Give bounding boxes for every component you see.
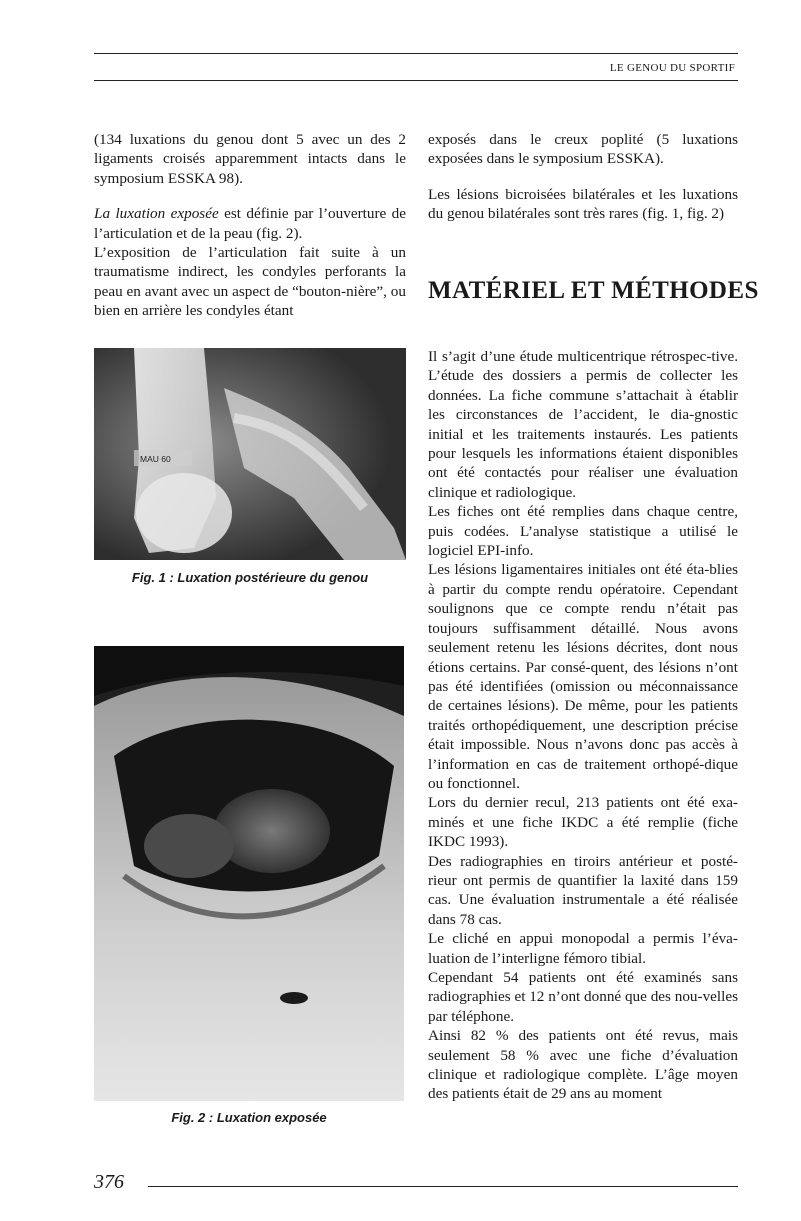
right-paragraph-2: Les lésions bicroisées bilatérales et les luxations du genou bilatérales sont très rares (fig. 1, fig. 2) [428, 185, 738, 223]
right-column-top [428, 130, 738, 224]
figure-1-caption: Fig. 1 : Luxation postérieure du genou [131, 570, 369, 585]
body-paragraph-7: Cependant 54 patients ont été examinés sans radiographies et 12 n’ont donné que des nou-velles par téléphone. [428, 969, 738, 1025]
left-paragraph-2-rest: est définie par l’ouverture de l’articulation et de la peau (fig. 2). [94, 205, 406, 242]
term-luxation-exposee: La luxation exposée [94, 205, 219, 223]
xray-label: MAU 60 [140, 454, 171, 464]
left-column [94, 130, 406, 321]
body-paragraph-8: Ainsi 82 % des patients ont été revus, mais seulement 58 % avec une fiche d’évaluation clinique et radiologique complète. L’âge moyen des patients était de 29 ans au moment [428, 1027, 738, 1103]
figure-2-photo [94, 646, 404, 1101]
body-paragraph-3: Les lésions ligamentaires initiales ont été éta-blies à partir du compte rendu opératoire. Cependant soulignons que ce compte rendu n’était pas toujours suffisamment détaillé. Nous avons seulement retenu les lésions décrites, dont nous étions certains. Par consé-quent, des lésions n’ont pas été identifiées (omission ou méconnaissance de certaines lésions). De même, pour les patients traités orthopédiquement, une description précise était impossible. Nous n’avons donc pas accès à l’information en cas de traitement orthopé-dique ou fonctionnel. [428, 561, 738, 792]
running-head: LE GENOU DU SPORTIF [609, 62, 735, 74]
section-title: MATÉRIEL ET MÉTHODES [428, 277, 759, 304]
figure-2-caption: Fig. 2 : Luxation exposée [171, 1110, 327, 1125]
right-paragraph-1: exposés dans le creux poplité (5 luxations exposées dans le symposium ESSKA). [428, 131, 738, 168]
left-paragraph-1: (134 luxations du genou dont 5 avec un des 2 ligaments croisés apparemment intacts dans le symposium ESSKA 98). [94, 131, 406, 187]
figure-1-xray [94, 348, 406, 560]
header-rule-bottom [94, 80, 738, 81]
body-paragraph-4: Lors du dernier recul, 213 patients ont été exa-minés et une fiche IKDC a été remplie (fiche IKDC 1993). [428, 794, 738, 851]
footer-rule [148, 1186, 738, 1187]
wound-photo [94, 646, 404, 1101]
left-paragraph-3: L’exposition de l’articulation fait suite à un traumatisme indirect, les condyles perforants la peau en avant avec un aspect de “bouton-nière”, ou bien en arrière les condyles étant [94, 244, 406, 320]
left-paragraph-2 [94, 204, 406, 243]
body-paragraph-1: Il s’agit d’une étude multicentrique rétrospec-tive. L’étude des dossiers a permis de collecter les données. La fiche commune s’attachait à établir les circonstances de l’accident, le dia-gnostic initial et les traitements instaurés. Les patients pour lesquels les informations étaient disponibles ont été contactés pour réaliser une évaluation clinique et radiologique. [428, 348, 738, 501]
xray-image [94, 348, 406, 560]
body-paragraph-2: Les fiches ont été remplies dans chaque centre, puis codées. L’analyse statistique a utilisé le logiciel EPI-info. [428, 503, 738, 560]
page-number: 376 [94, 1171, 124, 1193]
body-paragraph-6: Le cliché en appui monopodal a permis l’éva-luation de l’interligne fémoro tibial. [428, 930, 738, 967]
body-paragraph-5: Des radiographies en tiroirs antérieur et posté-rieur ont permis de quantifier la laxité dans 159 cas. Une évaluation instrumentale a été réalisée dans 78 cas. [428, 852, 738, 928]
header-rule-top [94, 53, 738, 54]
right-column-body [428, 347, 738, 1104]
